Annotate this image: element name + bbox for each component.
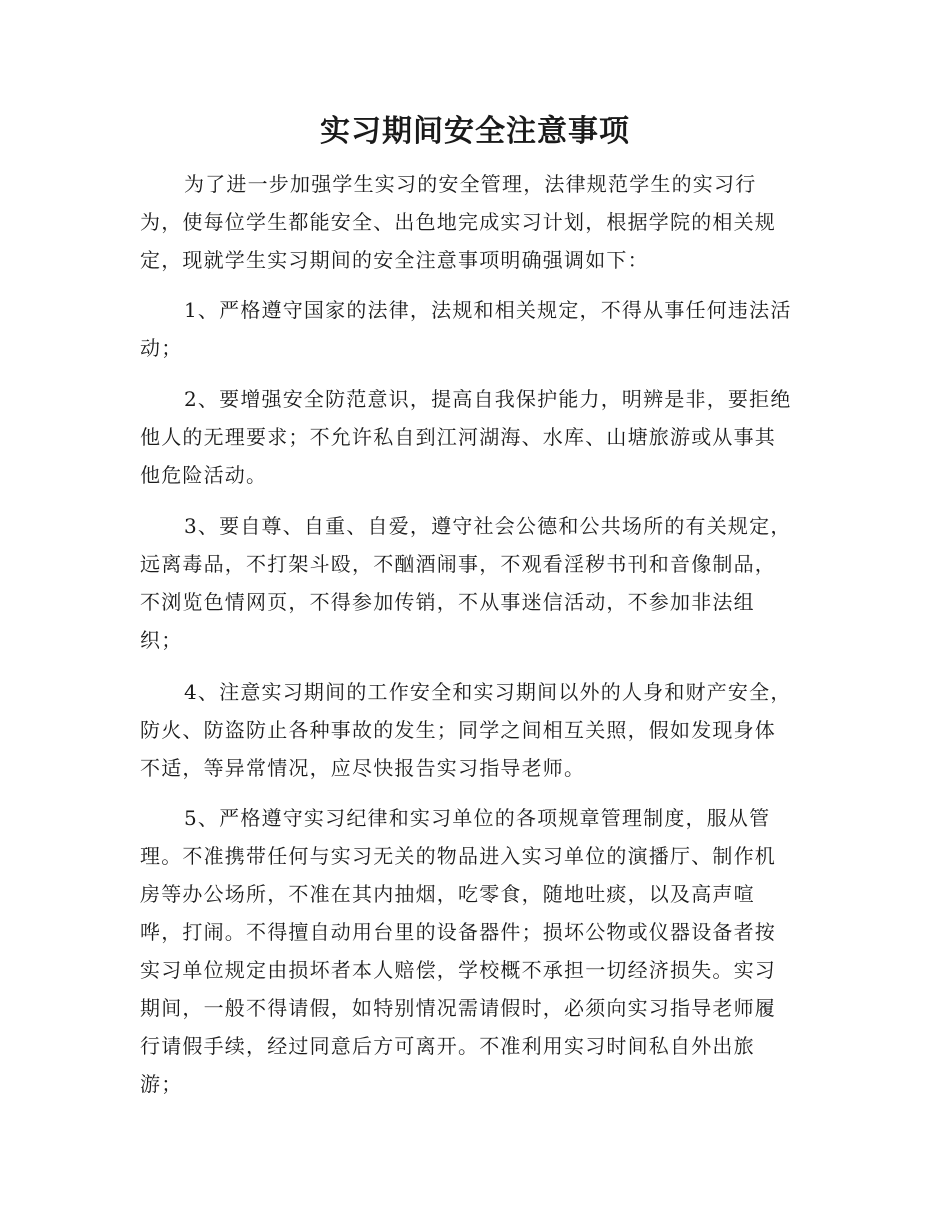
item-line: 他人的无理要求；不允许私自到江河湖海、水库、山塘旅游或从事其 [140, 425, 776, 449]
intro-line: 为，使每位学生都能安全、出色地完成实习计划，根据学院的相关规 [140, 210, 776, 234]
item-line: 理。不准携带任何与实习无关的物品进入实习单位的演播厅、制作机 [140, 844, 776, 868]
item-line: 远离毒品，不打架斗殴，不酗酒闹事，不观看淫秽书刊和音像制品， [140, 552, 776, 576]
item-paragraph-2 [140, 380, 815, 494]
item-line: 3、要自尊、自重、自爱，遵守社会公德和公共场所的有关规定， [184, 514, 792, 538]
item-line: 1、严格遵守国家的法律，法规和相关规定，不得从事任何违法活 [184, 298, 792, 322]
document-title: 实习期间安全注意事项 [320, 114, 630, 149]
item-line: 游； [140, 1072, 183, 1096]
intro-line: 定，现就学生实习期间的安全注意事项明确强调如下： [140, 248, 649, 272]
item-line: 织； [140, 628, 183, 652]
item-line: 防火、防盗防止各种事故的发生；同学之间相互关照，假如发现身体 [140, 718, 776, 742]
item-line: 期间，一般不得请假，如特别情况需请假时，必须向实习指导老师履 [140, 996, 776, 1020]
intro-line: 为了进一步加强学生实习的安全管理，法律规范学生的实习行 [184, 172, 757, 196]
item-paragraph-1 [140, 291, 815, 367]
item-paragraph-5 [140, 799, 815, 1103]
item-line: 哗，打闹。不得擅自动用台里的设备器件；损坏公物或仪器设备者按 [140, 920, 776, 944]
item-line: 不适，等异常情况，应尽快报告实习指导老师。 [140, 756, 586, 780]
intro-paragraph [140, 165, 815, 279]
item-line: 房等办公场所，不准在其内抽烟，吃零食，随地吐痰，以及高声喧 [140, 882, 755, 906]
item-line: 2、要增强安全防范意识，提高自我保护能力，明辨是非，要拒绝 [184, 387, 792, 411]
item-line: 5、严格遵守实习纪律和实习单位的各项规章管理制度，服从管 [184, 806, 771, 830]
item-line: 不浏览色情网页，不得参加传销，不从事迷信活动，不参加非法组 [140, 590, 755, 614]
item-line: 他危险活动。 [140, 463, 268, 487]
item-line: 4、注意实习期间的工作安全和实习期间以外的人身和财产安全， [184, 680, 792, 704]
item-paragraph-3 [140, 507, 815, 659]
item-paragraph-4 [140, 673, 815, 787]
item-line: 行请假手续，经过同意后方可离开。不准利用实习时间私自外出旅 [140, 1034, 755, 1058]
item-line: 实习单位规定由损坏者本人赔偿，学校概不承担一切经济损失。实习 [140, 958, 776, 982]
item-line: 动； [140, 336, 183, 360]
